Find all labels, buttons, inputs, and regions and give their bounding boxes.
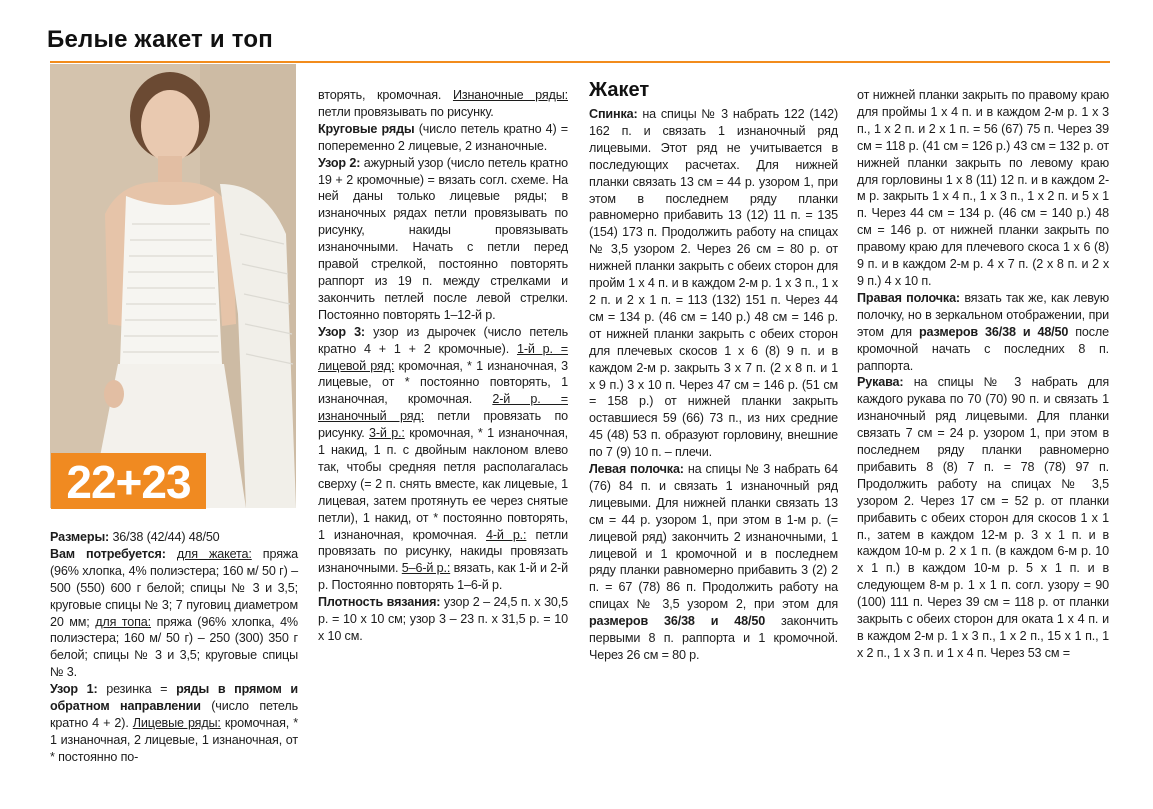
pattern-1-bold: ряды в прямом и обратном направлении bbox=[50, 682, 298, 714]
pattern-2-paragraph bbox=[318, 155, 568, 324]
model-photo bbox=[50, 64, 296, 508]
left-front-continued bbox=[857, 87, 1109, 290]
row-2-label: 2-й р. = изнаночный ряд: bbox=[318, 392, 568, 424]
density-paragraph bbox=[318, 594, 568, 645]
round-rows-label: Круговые ряды bbox=[318, 121, 415, 136]
column-2 bbox=[318, 87, 568, 645]
back-paragraph bbox=[589, 106, 838, 461]
sleeves-paragraph bbox=[857, 374, 1109, 661]
continuation-paragraph bbox=[318, 87, 568, 121]
pattern-1-text-2: (число петель кратно 4 + 2). bbox=[50, 699, 298, 730]
pattern-3-text: узор из дырочек (число петель кратно 4 + 1 + 2 кромочные). bbox=[318, 324, 568, 356]
purl-rows-text: петли провязывать по рисунку. bbox=[318, 104, 494, 119]
page-number-badge: 22+23 bbox=[51, 453, 206, 509]
back-label: Спинка: bbox=[589, 107, 638, 121]
top-materials-label: для топа: bbox=[95, 614, 152, 629]
pattern-3-label: Узор 3: bbox=[318, 324, 365, 339]
round-rows-text: (число петель кратно 4) = попеременно 2 лицевые, 2 изнаночные. bbox=[318, 121, 568, 153]
column-4 bbox=[857, 87, 1109, 662]
back-text: на спицы № 3 набрать 122 (142) 162 п. и связать 1 изнаночный ряд лицевыми. Этот ряд не учитывается в последующих расчетах. Для нижней планки связать 13 см = 44 р. узором 1, при этом в последнем ряду планки равномерно прибавить 13 (12) 11 п. = 135 (154) 173 п. Продолжить работу на спицах № 3,5 узором 2. Через 26 см = 80 р. от нижней планки закрыть с обеих сторон для пройм 1 х 4 п. и в каждом 2-м р. 1 х 3 п., 1 х 2 п. и 2 х 1 п. = 113 (132) 151 п. Через 44 см = 134 р. (46 см = 140 р.) 48 см = 146 р. от нижней планки закрыть с обеих сторон для плечевых скосов 1 х 6 (8) 9 п. и в каждом 2-м р. закрыть 3 х 7 п. (2 х 8 п. и 1 х 9 п.) 3 х 10 п. Через 47 см = 146 р. (51 см = 158 р.) от нижней планки закрыть оставшиеся 59 (66) 73 п., из них средние 45 (48) 53 п. образуют горловину, внешние по 7 (9) 10 п. – плечи. bbox=[589, 107, 838, 460]
jacket-heading: Жакет bbox=[589, 79, 650, 101]
left-front-label: Левая полочка: bbox=[589, 462, 684, 477]
right-front-label: Правая полочка: bbox=[857, 290, 960, 305]
pattern-1-text: резинка = bbox=[97, 682, 177, 697]
column-1 bbox=[50, 529, 298, 766]
model-illustration bbox=[50, 64, 296, 508]
row-5-6-label: 5–6-й р.: bbox=[401, 561, 451, 576]
sizes-label: Размеры: bbox=[50, 530, 110, 544]
jacket-materials-label: для жакета: bbox=[176, 546, 252, 561]
jacket-materials-text: пряжа (96% хлопка, 4% полиэстера; 160 м/ 50 г) – 500 (550) 600 г белой; спицы № 3 и 3,5; круговые спицы № 3; 7 пуговиц диаметром 20 мм; bbox=[50, 546, 298, 629]
purl-rows-label: Изнаночные ряды: bbox=[452, 88, 568, 102]
sleeves-text: на спицы № 3 набрать для каждого рукава по 70 (70) 90 п. и связать 1 изнаночный ряд лицевыми. Для планки связать 7 см = 24 р. узором 1, при этом в последнем ряду планки равномерно прибавить 8 (8) 7 п. = 78 (78) 97 п. Продолжить работу на спицах № 3,5 узором 2. Через 17 см = 52 р. от планки прибавить с обеих сторон для скосов 1 х 1 п., затем в каждом 12-м р. 3 х 1 п. и в каждом 10-м р. 2 х 1 п. (в каждом 6-м р. 10 х 1 п.) в каждом 10-м р. 5 х 1 п. и в следующем 8-м р. 1 х 1 п. согл. узору = 90 (100) 111 п. Через 39 см = 118 р. от планки закрыть с обеих сторон для оката 1 х 4 п. и в каждом 2-м р. 1 х 3 п., 1 х 2 п., 15 х 1 п., 1 х 2 п., 1 х 3 п. и 1 х 4 п. Через 53 см = bbox=[857, 375, 1109, 660]
right-front-sizes: размеров 36/38 и 48/50 bbox=[918, 324, 1069, 339]
round-rows-paragraph bbox=[318, 121, 568, 155]
density-label: Плотность вязания: bbox=[318, 595, 441, 610]
left-front-paragraph bbox=[589, 461, 838, 664]
row-5-6-text: вязать, как 1-й и 2-й р. Постоянно повторять 1–6-й р. bbox=[318, 561, 568, 593]
sizes-paragraph bbox=[50, 529, 298, 546]
right-front-text: вязать так же, как левую полочку, но в зеркальном отображении, при этом для bbox=[857, 290, 1110, 339]
page-title: Белые жакет и топ bbox=[47, 26, 273, 53]
continuation-text: вторять, кромочная. bbox=[318, 88, 453, 102]
row-4-label: 4-й р.: bbox=[485, 527, 527, 542]
orange-divider bbox=[50, 61, 1110, 63]
right-front-paragraph bbox=[857, 290, 1109, 375]
pattern-1-label: Узор 1: bbox=[50, 682, 98, 697]
sleeves-label: Рукава: bbox=[857, 375, 904, 390]
pattern-1-text-3: кромочная, * 1 изнаночная, 2 лицевые, 1 изнаночная, от * постоянно по- bbox=[50, 715, 298, 764]
row-1-text: кромочная, * 1 изнаночная, 3 лицевые, от * постоянно повторять, 1 изнаночная, кромочная. bbox=[318, 358, 568, 407]
left-front-text-2: закончить первыми 8 п. раппорта и 1 кромочной. Через 26 см = 80 р. bbox=[589, 614, 838, 662]
left-front-continued-text: от нижней планки закрыть по правому краю для проймы 1 х 4 п. и в каждом 2-м р. 1 х 3 п., 1 х 2 п. и 2 х 1 п. = 56 (67) 75 п. Через 39 см = 118 р. (41 см = 126 р.) 43 см = 132 р. от нижней планки закрыть по левому краю для горловины 1 х 8 (11) 12 п. и в каждом 2-м р. закрыть 1 х 4 п., 1 х 3 п., 1 х 2 п. и 5 х 1 п. Через 44 см = 134 р. (46 см = 140 р.) 48 см = 146 р. от нижней планки закрыть по правому краю для плечевого скоса 1 х 6 (8) 9 п. и в каждом 2-м р. 4 х 7 п. (2 х 8 п. и 2 х 9 п.) 4 х 10 п. bbox=[857, 88, 1109, 288]
pattern-3-paragraph bbox=[318, 324, 568, 595]
row-4-text: петли провязать по рисунку, накиды провязать изнаночными. bbox=[318, 527, 568, 576]
pattern-2-text: ажурный узор (число петель кратно 19 + 2 кромочные) = вязать согл. схеме. На ней даны только лицевые ряды; в изнаночных рядах петли провязывать по рисунку, накиды провязывать изнаночными. Начать с петли перед правой стрелкой, постоянно повторять раппорт из 19 п. между стрелками и закончить петлей после левой стрелки. Постоянно повторять 1–12-й р. bbox=[318, 155, 568, 322]
row-2-text: петли провязать по рисунку. bbox=[318, 409, 568, 441]
left-front-sizes: размеров 36/38 и 48/50 bbox=[589, 614, 766, 629]
row-3-text: кромочная, * 1 изнаночная, 1 накид, 1 п. с двойным наклоном влево так, чтобы средняя петля располагалась сверху (= 2 п. снять вместе, как лицевые, 1 лицевая, затем протянуть ее через снятые петли), 1 накид, от * постоянно повторять, 1 изнаночная, кромочная. bbox=[318, 426, 568, 542]
density-text: узор 2 – 24,5 п. х 30,5 р. = 10 х 10 см; узор 3 – 23 п. х 31,5 р. = 10 х 10 см. bbox=[318, 595, 568, 643]
row-1-label: 1-й р. = лицевой ряд: bbox=[318, 341, 569, 373]
right-front-text-2: после кромочной начать с последних 8 п. раппорта. bbox=[857, 324, 1109, 373]
materials-paragraph bbox=[50, 546, 298, 681]
materials-label: Вам потребуется: bbox=[50, 546, 166, 561]
pattern-2-label: Узор 2: bbox=[318, 155, 361, 170]
row-3-label: 3-й р.: bbox=[369, 426, 405, 441]
sizes-text: 36/38 (42/44) 48/50 bbox=[109, 530, 220, 544]
pattern-1-rows-label: Лицевые ряды: bbox=[132, 715, 221, 730]
column-3 bbox=[589, 106, 838, 664]
pattern-1-paragraph bbox=[50, 681, 298, 766]
top-materials-text: пряжа (96% хлопка, 4% полиэстера; 160 м/ 50 г) – 250 (300) 350 г белой; спицы № 3 и 3,5; круговые спицы № 3. bbox=[50, 614, 298, 680]
left-front-text: на спицы № 3 набрать 64 (76) 84 п. и связать 1 изнаночный ряд лицевыми. Для нижней планки связать 13 см = 44 р. узором 1, при этом в 1-м р. (= лицевой ряд) закончить 2 изнаночными, 1 лицевой и 1 кромочной и в последнем ряду планки равномерно прибавить 3 (2) 2 п. = 67 (78) 86 п. Продолжить работу на спицах № 3,5 узором 2, при этом для bbox=[589, 462, 838, 612]
